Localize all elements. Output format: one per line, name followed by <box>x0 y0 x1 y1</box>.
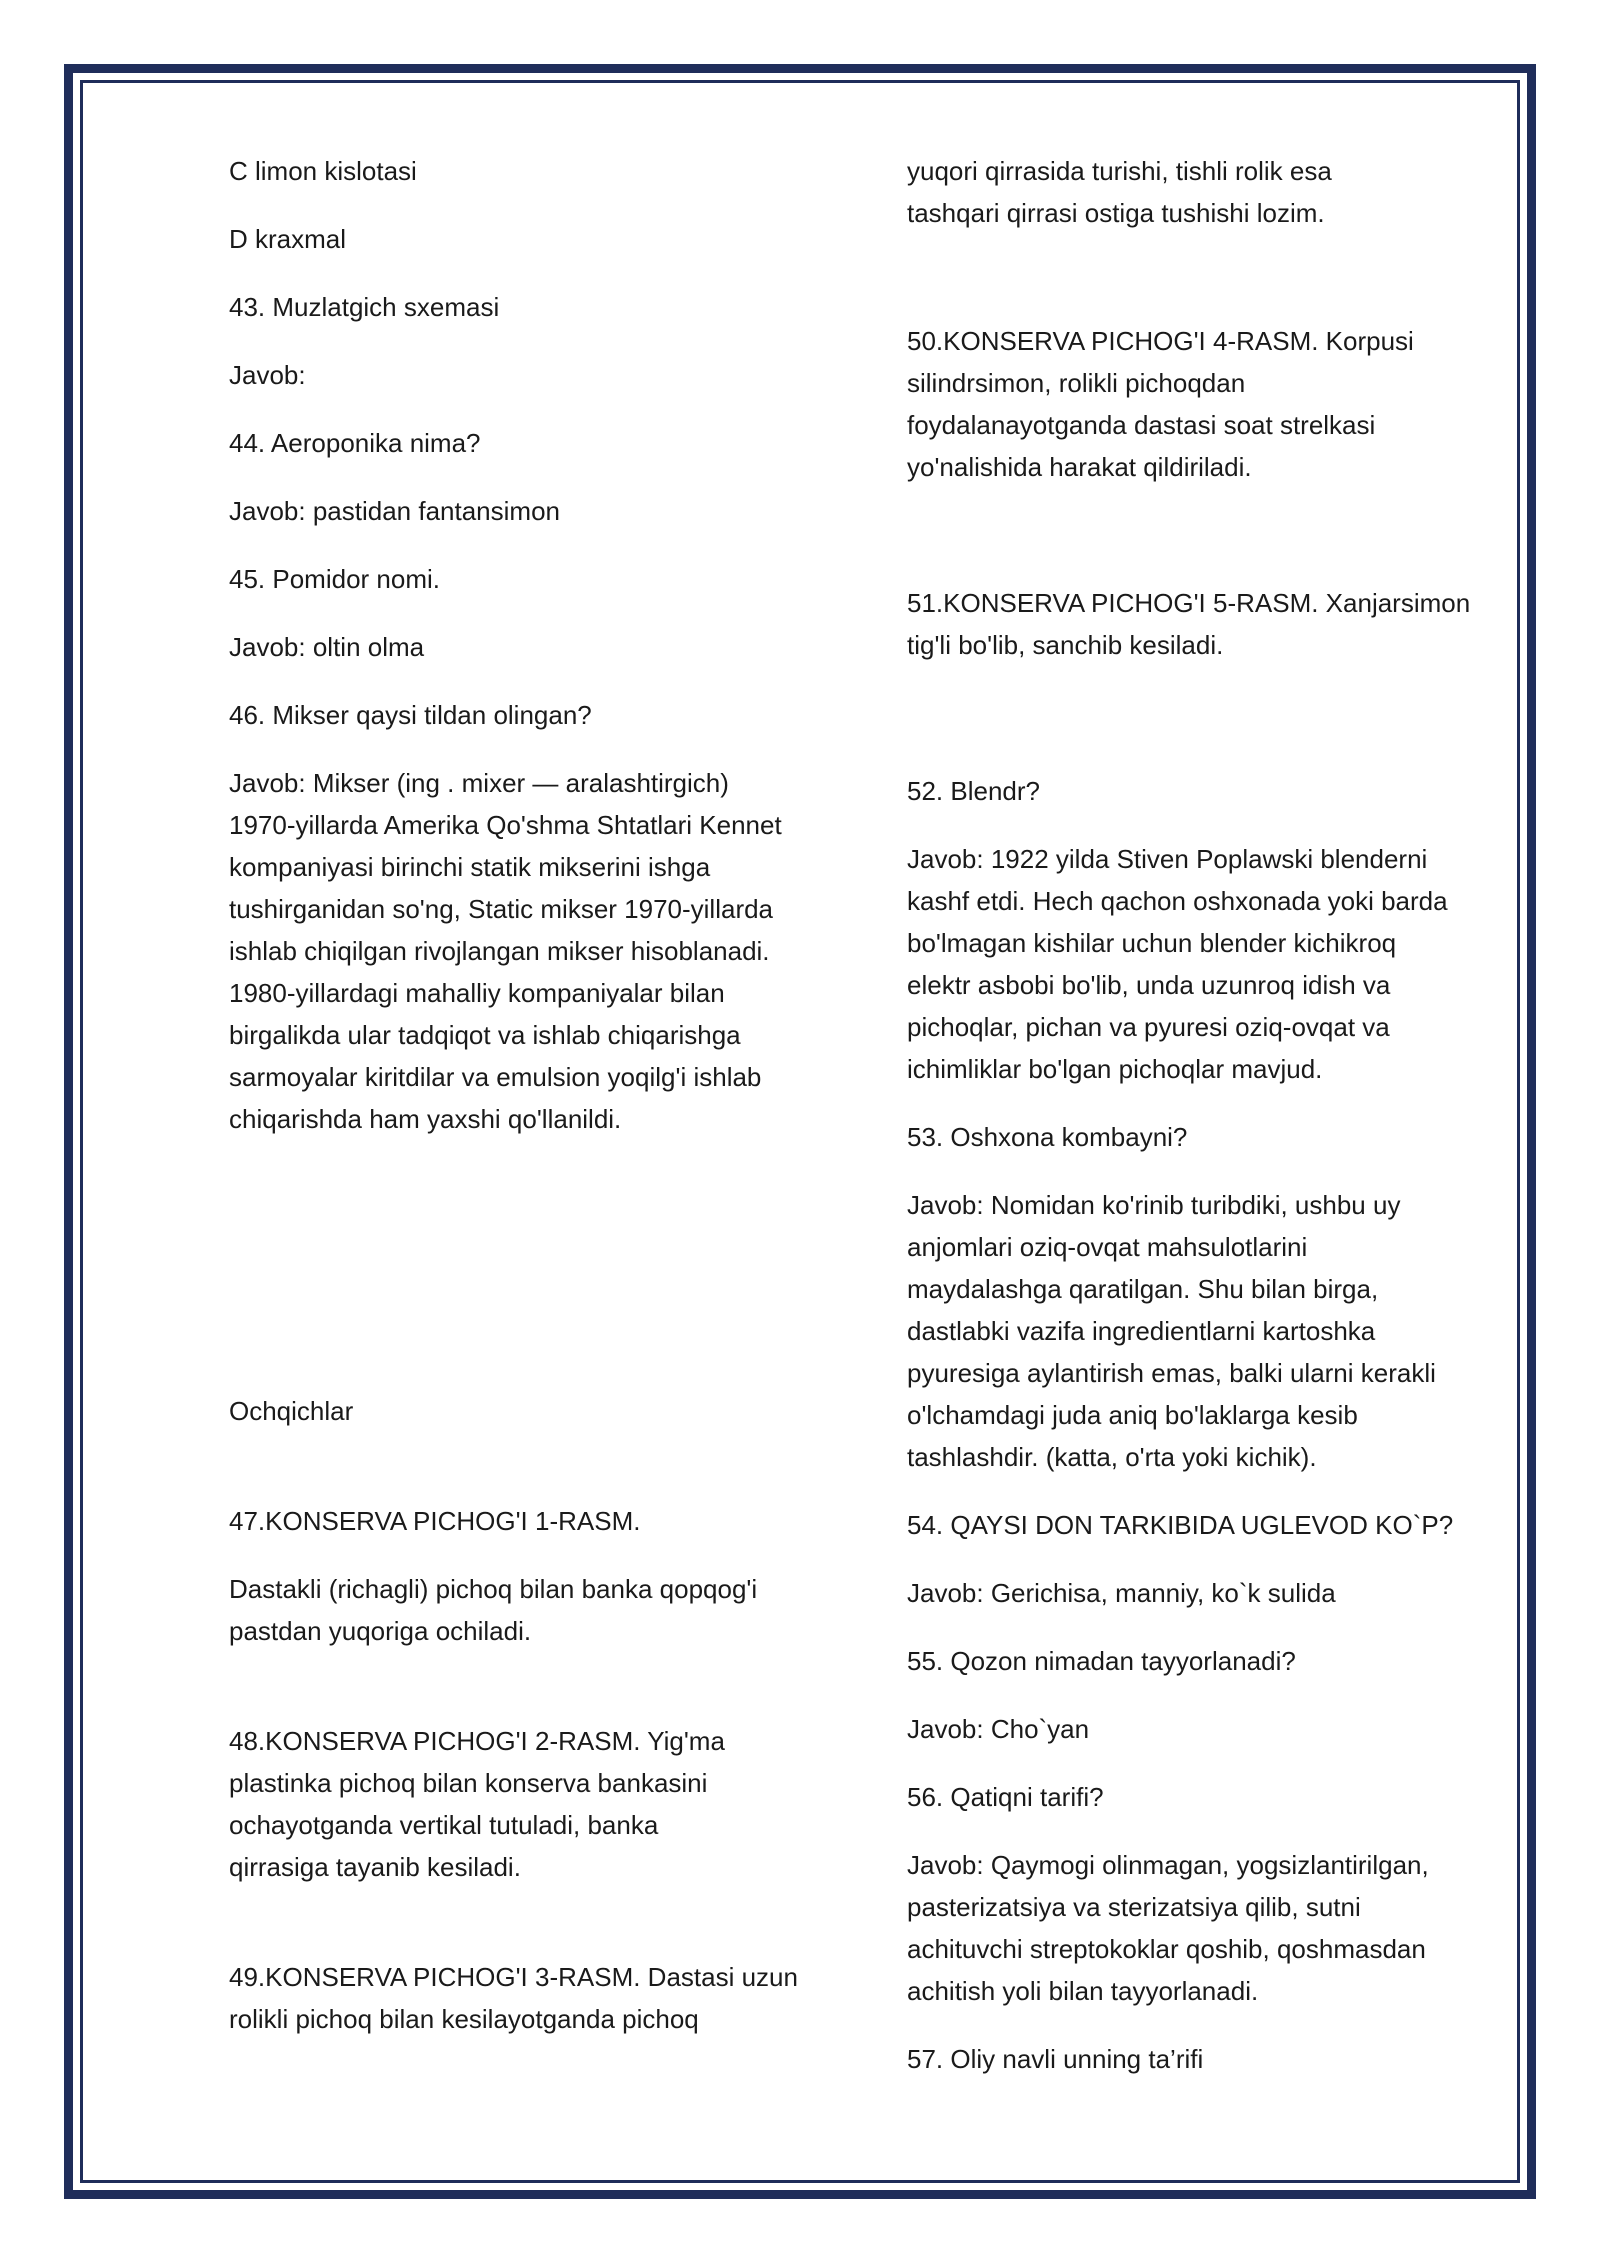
spacer <box>229 1914 829 1956</box>
item-47-description: Dastakli (richagli) pichoq bilan banka qopqog'i pastdan yuqoriga ochiladi. <box>229 1574 758 1646</box>
item-50: 50.KONSERVA PICHOG'I 4-RASM. Korpusi silindrsimon, rolikli pichoqdan foydalanayotganda dastasi soat strelkasi yo'nalishida harakat qildiriladi. <box>907 326 1414 482</box>
item-49: 49.KONSERVA PICHOG'I 3-RASM. Dastasi uzun rolikli pichoq bilan kesilayotganda pichoq <box>229 1962 798 2034</box>
question-43: 43. Muzlatgich sxemasi <box>229 292 500 322</box>
question-52: 52. Blendr? <box>907 776 1040 806</box>
question-53: 53. Oshxona kombayni? <box>907 1122 1188 1152</box>
question-44: 44. Aeroponika nima? <box>229 428 481 458</box>
question-46: 46. Mikser qaysi tildan olingan? <box>229 700 592 730</box>
spacer <box>229 1458 829 1500</box>
spacer <box>907 692 1507 770</box>
answer-43: Javob: <box>229 360 306 390</box>
question-55: 55. Qozon nimadan tayyorlanadi? <box>907 1646 1296 1676</box>
question-45: 45. Pomidor nomi. <box>229 564 440 594</box>
item-47-title: 47.KONSERVA PICHOG'I 1-RASM. <box>229 1506 641 1536</box>
answer-46: Javob: Mikser (ing . mixer — aralashtirgich) 1970-yillarda Amerika Qo'shma Shtatlari Kennet kompaniyasi birinchi statik mikserini ishga tushirganidan so'ng, Static mikser 1970-yillarda ishlab chiqilgan rivojlangan mikser hisoblanadi. 1980-yillardagi mahalliy kompaniyalar bilan birgalikda ular tadqiqot va ishlab chiqarishga sarmoyalar kiritdilar va emulsion yoqilg'i ishlab chiqarishda ham yaxshi qo'llanildi. <box>229 768 782 1134</box>
answer-55: Javob: Cho`yan <box>907 1714 1090 1744</box>
answer-56: Javob: Qaymogi olinmagan, yogsizlantirilgan, pasterizatsiya va sterizatsiya qilib, sutni achituvchi streptokoklar qoshib, qoshmasdan achitish yoli bilan tayyorlanadi. <box>907 1850 1429 2006</box>
question-57: 57. Oliy navli unning ta’rifi <box>907 2044 1204 2074</box>
answer-option-d: D kraxmal <box>229 224 347 254</box>
spacer <box>229 1166 829 1390</box>
answer-53: Javob: Nomidan ko'rinib turibdiki, ushbu uy anjomlari oziq-ovqat mahsulotlarini maydalashga qaratilgan. Shu bilan birga, dastlabki vazifa ingredientlarni kartoshka pyuresiga aylantirish emas, balki ularni kerakli o'lchamdagi juda aniq bo'laklarga kesib tashlashdir. (katta, o'rta yoki kichik). <box>907 1190 1436 1472</box>
item-51: 51.KONSERVA PICHOG'I 5-RASM. Xanjarsimon tig'li bo'lib, sanchib kesiladi. <box>907 588 1471 660</box>
right-column <box>907 150 1507 2106</box>
left-column <box>229 150 829 2066</box>
answer-option-c: C limon kislotasi <box>229 156 417 186</box>
section-heading-ochqichlar: Ochqichlar <box>229 1396 354 1426</box>
answer-45: Javob: oltin olma <box>229 632 425 662</box>
question-56: 56. Qatiqni tarifi? <box>907 1782 1104 1812</box>
item-49-continued: yuqori qirrasida turishi, tishli rolik esa tashqari qirrasi ostiga tushishi lozim. <box>907 156 1332 228</box>
question-54: 54. QAYSI DON TARKIBIDA UGLEVOD KO`P? <box>907 1510 1454 1540</box>
spacer <box>907 514 1507 582</box>
answer-52: Javob: 1922 yilda Stiven Poplawski blenderni kashf etdi. Hech qachon oshxonada yoki barda bo'lmagan kishilar uchun blender kichikroq elektr asbobi bo'lib, unda uzunroq idish va pichoqlar, pichan va pyuresi oziq-ovqat va ichimliklar bo'lgan pichoqlar mavjud. <box>907 844 1448 1084</box>
spacer <box>229 1678 829 1720</box>
answer-44: Javob: pastidan fantansimon <box>229 496 560 526</box>
spacer <box>907 260 1507 320</box>
answer-54: Javob: Gerichisa, manniy, ko`k sulida <box>907 1578 1336 1608</box>
item-48: 48.KONSERVA PICHOG'I 2-RASM. Yig'ma plastinka pichoq bilan konserva bankasini ochayotganda vertikal tutuladi, banka qirrasiga tayanib kesiladi. <box>229 1726 725 1882</box>
